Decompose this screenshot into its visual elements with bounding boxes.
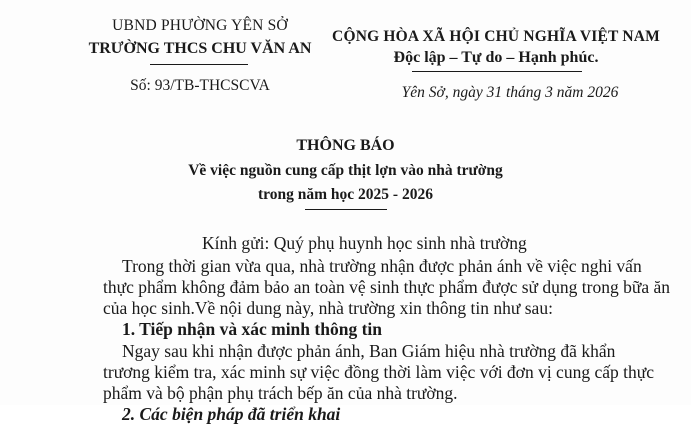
document-number: Số: 93/TB-THCSCVA (130, 77, 270, 94)
section-heading-1: 1. Tiếp nhận và xác minh thông tin (122, 319, 382, 339)
national-title: CỘNG HÒA XÃ HỘI CHỦ NGHĨA VIỆT NAM (332, 28, 660, 45)
paragraph-2-line-1: Ngay sau khi nhận được phản ánh, Ban Giám hiệu nhà trường đã khẩn (122, 341, 616, 361)
subtitle-underline (305, 209, 387, 210)
paragraph-1-line-1: Trong thời gian vừa qua, nhà trường nhận được phản ánh về việc nghi vấn (122, 256, 642, 276)
national-motto: Độc lập – Tự do – Hạnh phúc. (393, 49, 599, 66)
notice-subtitle-line-1: Về việc nguồn cung cấp thịt lợn vào nhà trường (188, 162, 503, 179)
paragraph-1-line-2: thực phẩm không đảm bảo an toàn vệ sinh thực phẩm được sử dụng trong bữa ăn (103, 277, 670, 297)
section-heading-2: 2. Các biện pháp đã triển khai (122, 404, 341, 424)
notice-title: THÔNG BÁO (296, 137, 395, 154)
paragraph-2-line-2: trương kiểm tra, xác minh sự việc đồng thời làm việc với đơn vị cung cấp thực (103, 362, 654, 382)
issuing-authority: UBND PHƯỜNG YÊN SỞ (112, 17, 288, 34)
paragraph-1-line-3: của học sinh.Về nội dung này, nhà trường xin thông tin như sau: (103, 298, 553, 318)
school-name-underline (150, 64, 248, 65)
school-name: TRƯỜNG THCS CHU VĂN AN (88, 40, 312, 57)
greeting: Kính gửi: Quý phụ huynh học sinh nhà trường (202, 233, 527, 253)
notice-subtitle-line-2: trong năm học 2025 - 2026 (258, 186, 433, 203)
paragraph-2-line-3: phẩm và bộ phận phụ trách bếp ăn của nhà trường. (103, 383, 458, 403)
motto-underline (412, 71, 582, 72)
issue-date: Yên Sở, ngày 31 tháng 3 năm 2026 (401, 84, 619, 101)
